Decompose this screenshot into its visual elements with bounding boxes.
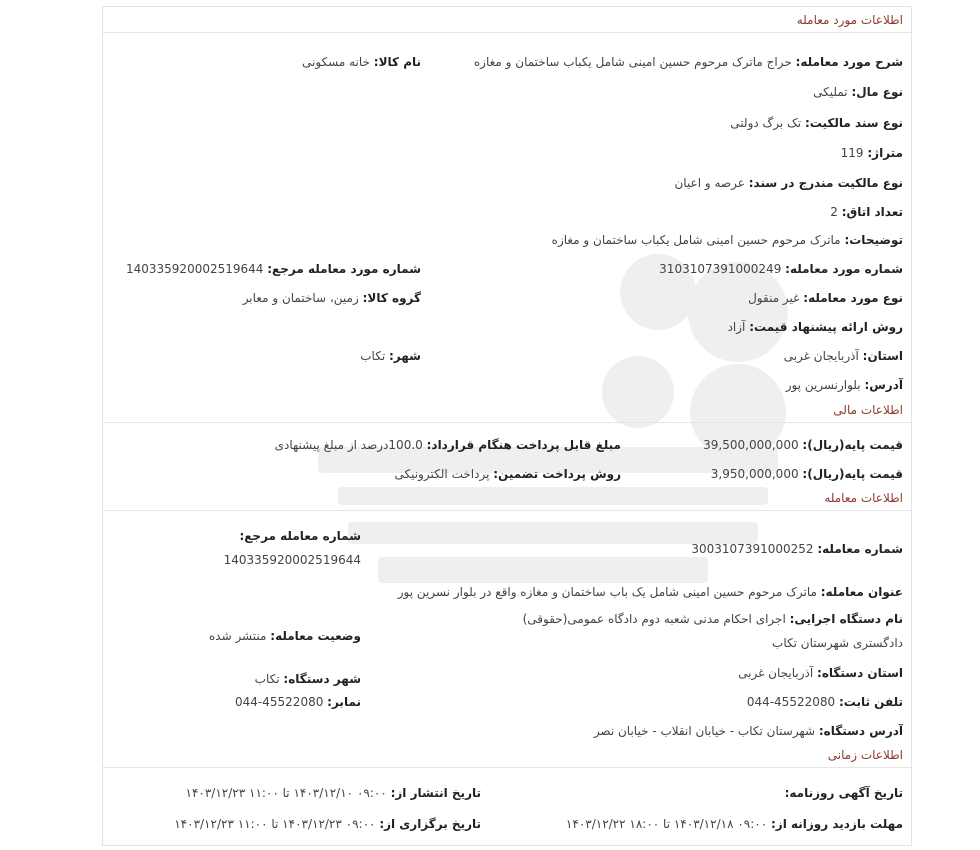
notes: [552, 231, 903, 249]
auction-detail-panel: [102, 6, 912, 846]
deal-description-value: حراج ماترک مرحوم حسین امینی شامل یکباب ساختمان و مغازه: [473, 55, 792, 69]
ownership-type: [674, 174, 903, 192]
deed-type-value: تک برگ دولتی: [730, 116, 802, 130]
publish-date-value: ۰۹:۰۰ ۱۴۰۳/۱۲/۱۰ تا ۱۱:۰۰ ۱۴۰۳/۱۲/۲۳: [185, 786, 387, 800]
deal-number: [659, 260, 903, 278]
agency-phone-label: تلفن ثابت:: [838, 695, 903, 709]
deal-description: [474, 53, 903, 71]
province: [784, 347, 903, 365]
section-transaction-header: [103, 485, 911, 511]
ownership-type-label: نوع مالکیت مندرج در سند:: [748, 176, 903, 190]
executor: [483, 607, 903, 655]
section-title: اطلاعات مالی: [833, 403, 903, 417]
base-price-label: قیمت پایه(ریال):: [802, 438, 903, 452]
item-group: [243, 289, 421, 307]
item-name: [302, 53, 421, 71]
section-timing-header: [103, 742, 911, 768]
transaction-status-label: وضعیت معامله:: [270, 629, 361, 643]
publish-date: [186, 784, 481, 802]
visit-deadline-label: مهلت بازدید روزانه از:: [771, 817, 903, 831]
newspaper-date-label: تاریخ آگهی روزنامه:: [784, 786, 903, 800]
address-label: آدرس:: [864, 378, 903, 392]
deal-number-value: 3103107391000249: [659, 262, 782, 276]
item-name-value: خانه مسکونی: [302, 55, 370, 69]
section-deal-info-header: [103, 7, 911, 33]
agency-address: [594, 722, 903, 740]
deal-description-label: شرح مورد معامله:: [795, 55, 903, 69]
offer-method-value: آزاد: [727, 320, 746, 334]
transaction-status-value: منتشر شده: [208, 629, 267, 643]
section-title: اطلاعات معامله: [824, 491, 903, 505]
city-value: تکاب: [360, 349, 386, 363]
deposit-price-value: 3,950,000,000: [710, 467, 799, 481]
item-name-label: نام کالا:: [373, 55, 421, 69]
guarantee-method-value: پرداخت الکترونیکی: [394, 467, 490, 481]
agency-address-value: شهرستان تکاب - خیابان انقلاب - خیابان نصر: [593, 724, 816, 738]
agency-address-label: آدرس دستگاه:: [818, 724, 903, 738]
address: [786, 376, 903, 394]
rooms: [830, 203, 903, 221]
executor-value: اجرای احکام مدنی شعبه دوم دادگاه عمومی(حقوقی) دادگستری شهرستان تکاب: [522, 612, 903, 650]
transaction-title-value: ماترک مرحوم حسین امینی شامل یک باب ساختمان و مغازه واقع در بلوار نسرین پور: [397, 585, 817, 599]
area: [841, 144, 903, 162]
property-type-value: تملیکی: [813, 85, 848, 99]
deal-kind: [748, 289, 903, 307]
ownership-type-value: عرصه و اعیان: [674, 176, 745, 190]
notes-value: ماترک مرحوم حسین امینی شامل یکباب ساختمان و مغازه: [551, 233, 841, 247]
agency-city-value: تکاب: [254, 672, 280, 686]
contract-payment-value: 100.0درصد از مبلغ پیشنهادی: [274, 438, 423, 452]
section-title: اطلاعات زمانی: [827, 748, 903, 762]
property-type-label: نوع مال:: [851, 85, 903, 99]
base-price: [703, 436, 903, 454]
province-label: استان:: [862, 349, 903, 363]
transaction-number: [691, 540, 903, 558]
deal-kind-value: غیر منقول: [748, 291, 800, 305]
guarantee-method-label: روش پرداخت تضمین:: [493, 467, 621, 481]
agency-city: [255, 670, 361, 688]
section-financial-header: [103, 397, 911, 423]
executor-label: نام دستگاه اجرایی:: [789, 612, 903, 626]
publish-date-label: تاریخ انتشار از:: [390, 786, 481, 800]
deed-type-label: نوع سند مالکیت:: [804, 116, 903, 130]
agency-phone-value: 044-45522080: [746, 695, 836, 709]
visit-deadline-value: ۰۹:۰۰ ۱۴۰۳/۱۲/۱۸ تا ۱۸:۰۰ ۱۴۰۳/۱۲/۲۲: [565, 817, 768, 831]
ref-deal-number-value: 140335920002519644: [125, 262, 264, 276]
transaction-number-value: 3003107391000252: [691, 542, 814, 556]
address-value: بلوارنسرین پور: [785, 378, 861, 392]
visit-deadline: [566, 815, 903, 833]
agency-province: [738, 664, 903, 682]
city-label: شهر:: [389, 349, 421, 363]
transaction-number-label: شماره معامله:: [817, 542, 903, 556]
agency-city-label: شهر دستگاه:: [283, 672, 361, 686]
offer-method: [728, 318, 903, 336]
transaction-ref-number-label: شماره معامله مرجع:: [239, 529, 361, 543]
hold-date-value: ۰۹:۰۰ ۱۴۰۳/۱۲/۲۳ تا ۱۱:۰۰ ۱۴۰۳/۱۲/۲۳: [174, 817, 376, 831]
agency-fax-value: 044-45522080: [235, 695, 324, 709]
item-group-label: گروه کالا:: [362, 291, 421, 305]
hold-date-label: تاریخ برگزاری از:: [379, 817, 481, 831]
transaction-ref-number-value: 140335920002519644: [223, 553, 361, 567]
rooms-value: 2: [830, 205, 838, 219]
transaction-title: [398, 583, 903, 601]
area-label: متراژ:: [867, 146, 903, 160]
offer-method-label: روش ارائه پیشنهاد قیمت:: [749, 320, 903, 334]
agency-province-label: استان دستگاه:: [817, 666, 903, 680]
agency-phone: [747, 693, 903, 711]
city: [360, 347, 421, 365]
section-title: اطلاعات مورد معامله: [796, 13, 903, 27]
hold-date: [174, 815, 481, 833]
base-price-value: 39,500,000,000: [703, 438, 799, 452]
deed-type: [730, 114, 903, 132]
item-group-value: زمین، ساختمان و معابر: [242, 291, 359, 305]
ref-deal-number: [126, 260, 421, 278]
province-value: آذربایجان غربی: [783, 349, 859, 363]
rooms-label: تعداد اتاق:: [841, 205, 903, 219]
deal-number-label: شماره مورد معامله:: [785, 262, 903, 276]
ref-deal-number-label: شماره مورد معامله مرجع:: [267, 262, 421, 276]
deposit-price-label: قیمت پایه(ریال):: [802, 467, 903, 481]
guarantee-method: [395, 465, 621, 483]
agency-fax-label: نمابر:: [327, 695, 361, 709]
area-value: 119: [840, 146, 864, 160]
transaction-ref-number: [224, 527, 361, 569]
deposit-price: [711, 465, 903, 483]
property-type: [813, 83, 903, 101]
notes-label: توضیحات:: [844, 233, 903, 247]
contract-payment-label: مبلغ قابل پرداخت هنگام قرارداد:: [426, 438, 621, 452]
agency-fax: [235, 693, 361, 711]
transaction-title-label: عنوان معامله:: [820, 585, 903, 599]
transaction-status: [209, 627, 361, 645]
newspaper-date: [785, 784, 903, 802]
contract-payment: [275, 436, 621, 454]
deal-kind-label: نوع مورد معامله:: [803, 291, 903, 305]
agency-province-value: آذربایجان غربی: [738, 666, 814, 680]
